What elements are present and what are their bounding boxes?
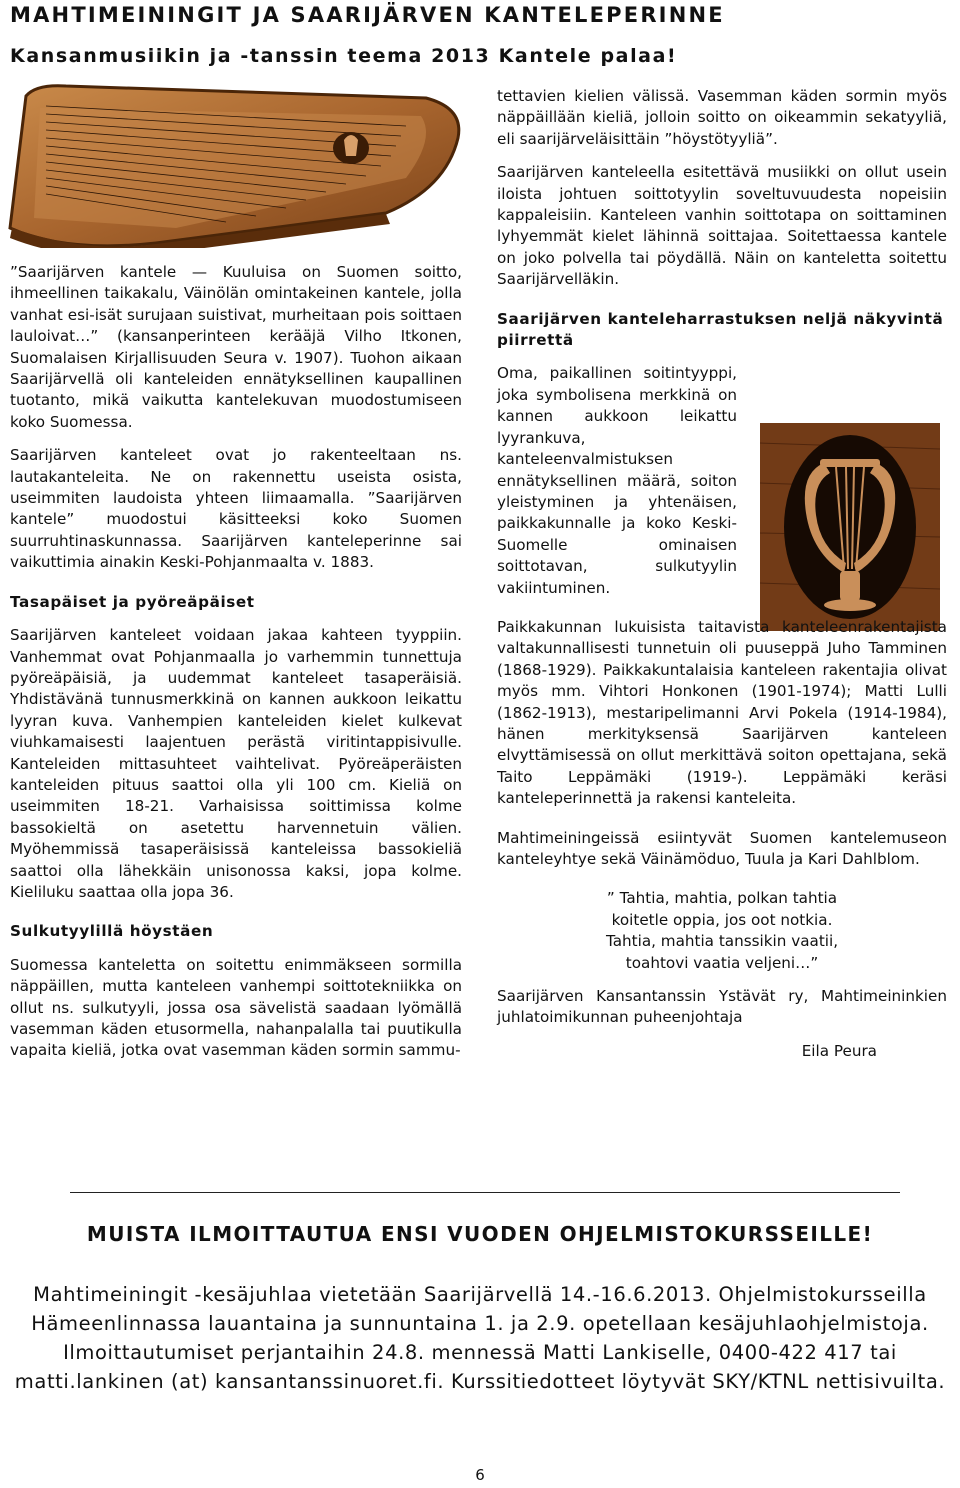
announcement-body: Mahtimeiningit -kesäjuhlaa vietetään Saarijärvellä 14.-16.6.2013. Ohjelmistokursseilla Hämeenlinnassa lauantaina ja sunnuntaina 1. ja 2.9. opetellaan kesäjuhlaohjelmistoja. Ilmoittautumiset perjantaihin 24.8. mennessä Matti Lankiselle, 0400-422 417 tai matti.lankinen (at) kansantanssinuoret.fi. Kurssitiedotteet löytyvät SKY/KTNL nettisivuilta. <box>14 1283 946 1393</box>
verse-line: ” Tahtia, mahtia, polkan tahtia <box>606 889 838 908</box>
kantele-photo <box>6 78 468 248</box>
right-intro-paragraph: tettavien kielien välissä. Vasemman käden sormin myös näppäillään kieliä, jolloin soitto on oikeammin sekatyyliä, eli saarijärveläisittäin ”höystötyyliä”. <box>497 87 947 148</box>
intro-paragraph: ”Saarijärven kantele — Kuuluisa on Suomen soitto, ihmeellinen taikakalu, Väinölän omintakeinen kantele, jolla vanhat esi-isät surujaan suistivat, murheitaan pois soittaen lauloivat…” (kansanperinteen kerääjä Vilho Itkonen, Suomalaisen Kirjallisuuden Seura v. 1907). Tuohon aikaan Saarijärvellä oli kanteleiden ennätyksellinen kaupallinen tuotanto, mikä vaikutta kantelekuvan muodostumiseen koko Suomessa. <box>10 263 462 431</box>
verse-line: Tahtia, mahtia tanssikin vaatii, <box>605 932 839 951</box>
construction-paragraph: Saarijärven kanteleet ovat jo rakenteeltaan ns. lautakanteleita. Ne on rakennettu useista osista, useimmiten laudoista yhteen liimaamalla. ”Saarijärven kantele” muodostui käsitteeksi koko Suomen suurruhtinaskunnassa. Saarijärven kanteleperinne sai vaikuttimia ainakin Keski-Pohjanmaalta v. 1883. <box>10 446 462 572</box>
verse <box>497 888 947 974</box>
performers-paragraph: Mahtimeiningeissä esiintyvät Suomen kantelemuseon kanteleyhtye sekä Väinämöduo, Tuula ja Kari Dahlblom. <box>497 828 947 868</box>
playing-style-paragraph: Suomessa kanteletta on soitettu enimmäkseen sormilla näppäillen, mutta kanteleen vanhempi soittotekniikka on ollut ns. sulkutyyli, jossa osa sävelistä saadaan lyömällä vasemman käden etusormella, nahanpalalla tai puutikulla vapaita kieliä, jotka ovat vasemman käden sormin sammu- <box>10 955 462 1060</box>
closing-paragraph: Saarijärven Kansantanssin Ystävät ry, Mahtimeininkien juhlatoimikunnan puheenjohtaja <box>497 987 947 1027</box>
builders-paragraph: Paikkakunnan lukuisista taitavista kanteleenrakentajista valtakunnallisesti tunnetuin oli puuseppä Juho Tamminen (1868-1929). Paikkakuntalaisia kanteleen rakentajia olivat myös mm. Vihtori Honkonen (1901-1974); Matti Lulli (1862-1913), mestaripelimanni Arvi Pokela (1914-1984), hänen merkityksensä Saarijärven kanteleen elvyttämisessä on ollut merkittävä soiton opettajana, sekä Taito Leppämäki (1919-). Leppämäki keräsi kanteleperinnettä ja rakensi kanteleita. <box>497 617 947 808</box>
page-title: MAHTIMEININGIT JA SAARIJÄRVEN KANTELEPERINNE <box>10 3 725 27</box>
section-heading-features: Saarijärven kanteleharrastuksen neljä näkyvintä piirrettä <box>497 309 944 350</box>
announcement-heading: MUISTA ILMOITTAUTUA ENSI VUODEN OHJELMISTOKURSSEILLE! <box>86 1222 874 1246</box>
section-heading-types: Tasapäiset ja pyöreäpäiset <box>10 592 255 611</box>
music-paragraph: Saarijärven kanteleella esitettävä musiikki on ollut usein iloista johtuen soittotyylin soveltuvuudesta nopeisiin kappaleisiin. Kanteleen vanhin soittotapa on soittaminen lyhyemmät kielet lähinnä soittajaa. Soitettaessa kantele on joko polvella tai pöydällä. Näin on kanteletta soitettu Saarijärvelläkin. <box>497 163 947 289</box>
divider-line <box>70 1192 900 1193</box>
page-number: 6 <box>475 1466 485 1484</box>
section-heading-playing-style: Sulkutyylillä höystäen <box>10 922 214 941</box>
signature: Eila Peura <box>801 1041 877 1060</box>
verse-line: toahtovi vaatia veljeni…” <box>625 953 819 972</box>
page-subtitle: Kansanmusiikin ja -tanssin teema 2013 Kantele palaa! <box>10 45 678 67</box>
features-paragraph: Oma, paikallinen soitintyyppi, joka symbolisena merkkinä on kannen aukkoon leikattu lyyrankuva, kanteleenvalmistuksen ennätyksellinen määrä, soiton yleistyminen ja yhtenäisen, paikkakunnalle ja koko Keski-Suomelle ominaisen soittotavan, sulkutyylin vakiintuminen. <box>497 364 737 597</box>
types-paragraph: Saarijärven kanteleet voidaan jakaa kahteen tyyppiin. Vanhemmat ovat Pohjanmaalla jo varhemmin tunnettuja pyöreäpäisiä, ja uudemmat kanteleet tasaperäisiä. Yhdistävänä tunnusmerkkinä on kannen aukkoon leikattu lyyran kuva. Vanhempien kanteleiden kielet kulkevat viuhkamaisesti laajentuen perästä viritintappisivulle. Kanteleiden mittasuhteet vaihtelivat. Pyöreäperäisten kanteleiden pituus saattoi olla yli 100 cm. Kieliä on useimmiten 18-21. Varhaisissa soittimissa kolme bassokieltä on asetettu harvennetuin välien. Myöhemmissä tasaperäisissä kanteleissa bassokieliä saattoi olla lähekkäin unisonossa kaksi, jopa kolme. Kieliluku saattaa olla jopa 36. <box>10 626 462 901</box>
verse-line: koitetle oppia, jos oot notkia. <box>611 910 833 929</box>
